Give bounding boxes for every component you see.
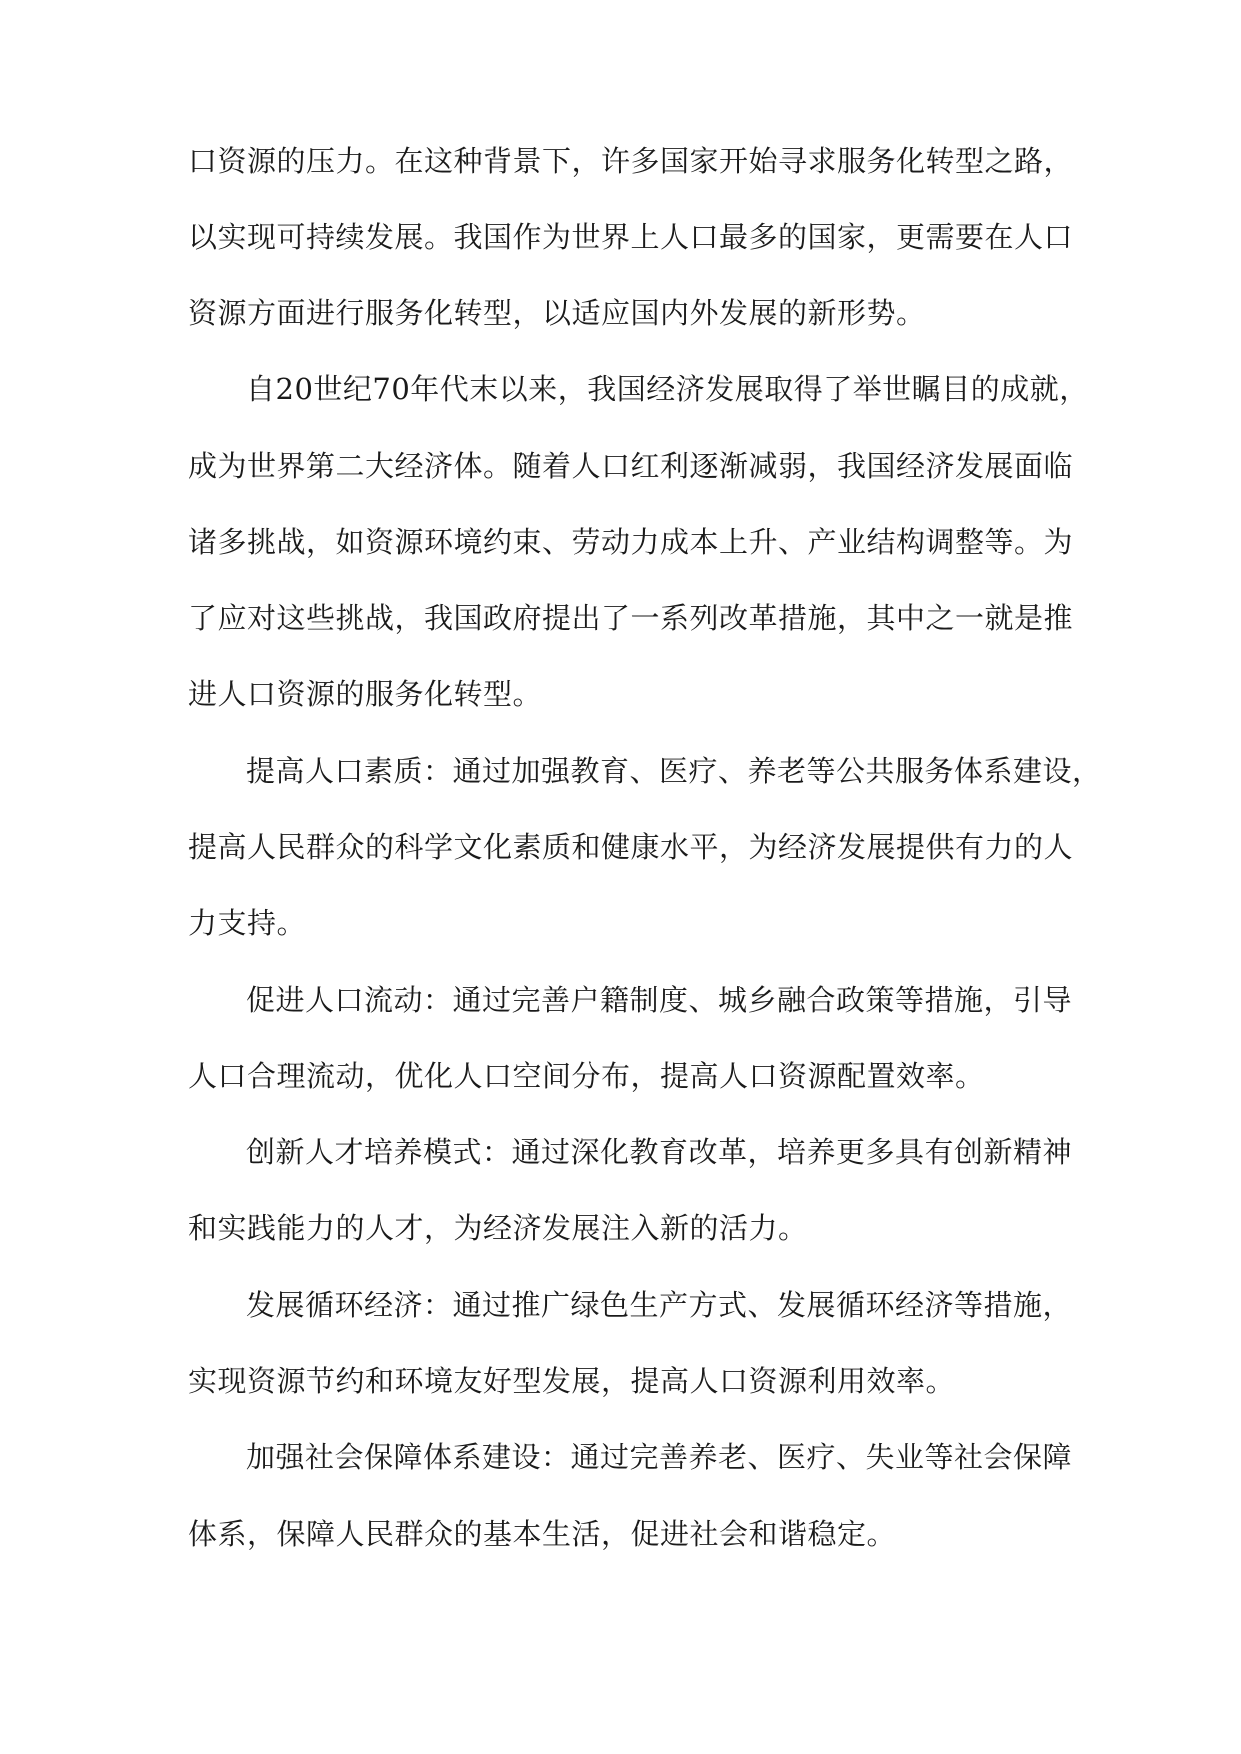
text-line: 实现资源节约和环境友好型发展，提高人口资源利用效率。 bbox=[188, 1364, 956, 1398]
text-line: 提高人民群众的科学文化素质和健康水平，为经济发展提供有力的人 bbox=[188, 830, 1074, 864]
text-line: 口资源的压力。在这种背景下，许多国家开始寻求服务化转型之路， bbox=[188, 144, 1074, 178]
text-line: 发展循环经济：通过推广绿色生产方式、发展循环经济等措施， bbox=[246, 1288, 1073, 1322]
text-line: 促进人口流动：通过完善户籍制度、城乡融合政策等措施，引导 bbox=[246, 983, 1073, 1017]
text-line: 进人口资源的服务化转型。 bbox=[188, 677, 543, 711]
text-line: 加强社会保障体系建设：通过完善养老、医疗、失业等社会保障 bbox=[246, 1440, 1073, 1474]
text-line: 成为世界第二大经济体。随着人口红利逐渐减弱，我国经济发展面临 bbox=[188, 449, 1074, 483]
text-line: 诸多挑战，如资源环境约束、劳动力成本上升、产业结构调整等。为 bbox=[188, 525, 1074, 559]
text-line: 以实现可持续发展。我国作为世界上人口最多的国家，更需要在人口 bbox=[188, 220, 1074, 254]
text-line: 资源方面进行服务化转型，以适应国内外发展的新形势。 bbox=[188, 296, 926, 330]
text-line: 人口合理流动，优化人口空间分布，提高人口资源配置效率。 bbox=[188, 1059, 985, 1093]
text-line: 提高人口素质：通过加强教育、医疗、养老等公共服务体系建设， bbox=[246, 754, 1102, 788]
text-line: 体系，保障人民群众的基本生活，促进社会和谐稳定。 bbox=[188, 1517, 897, 1551]
text-line: 了应对这些挑战，我国政府提出了一系列改革措施，其中之一就是推 bbox=[188, 601, 1074, 635]
text-line: 和实践能力的人才，为经济发展注入新的活力。 bbox=[188, 1211, 808, 1245]
text-line: 力支持。 bbox=[188, 906, 307, 940]
text-line: 自20世纪70年代末以来，我国经济发展取得了举世瞩目的成就， bbox=[246, 372, 1089, 406]
text-line: 创新人才培养模式：通过深化教育改革，培养更多具有创新精神 bbox=[246, 1135, 1073, 1169]
